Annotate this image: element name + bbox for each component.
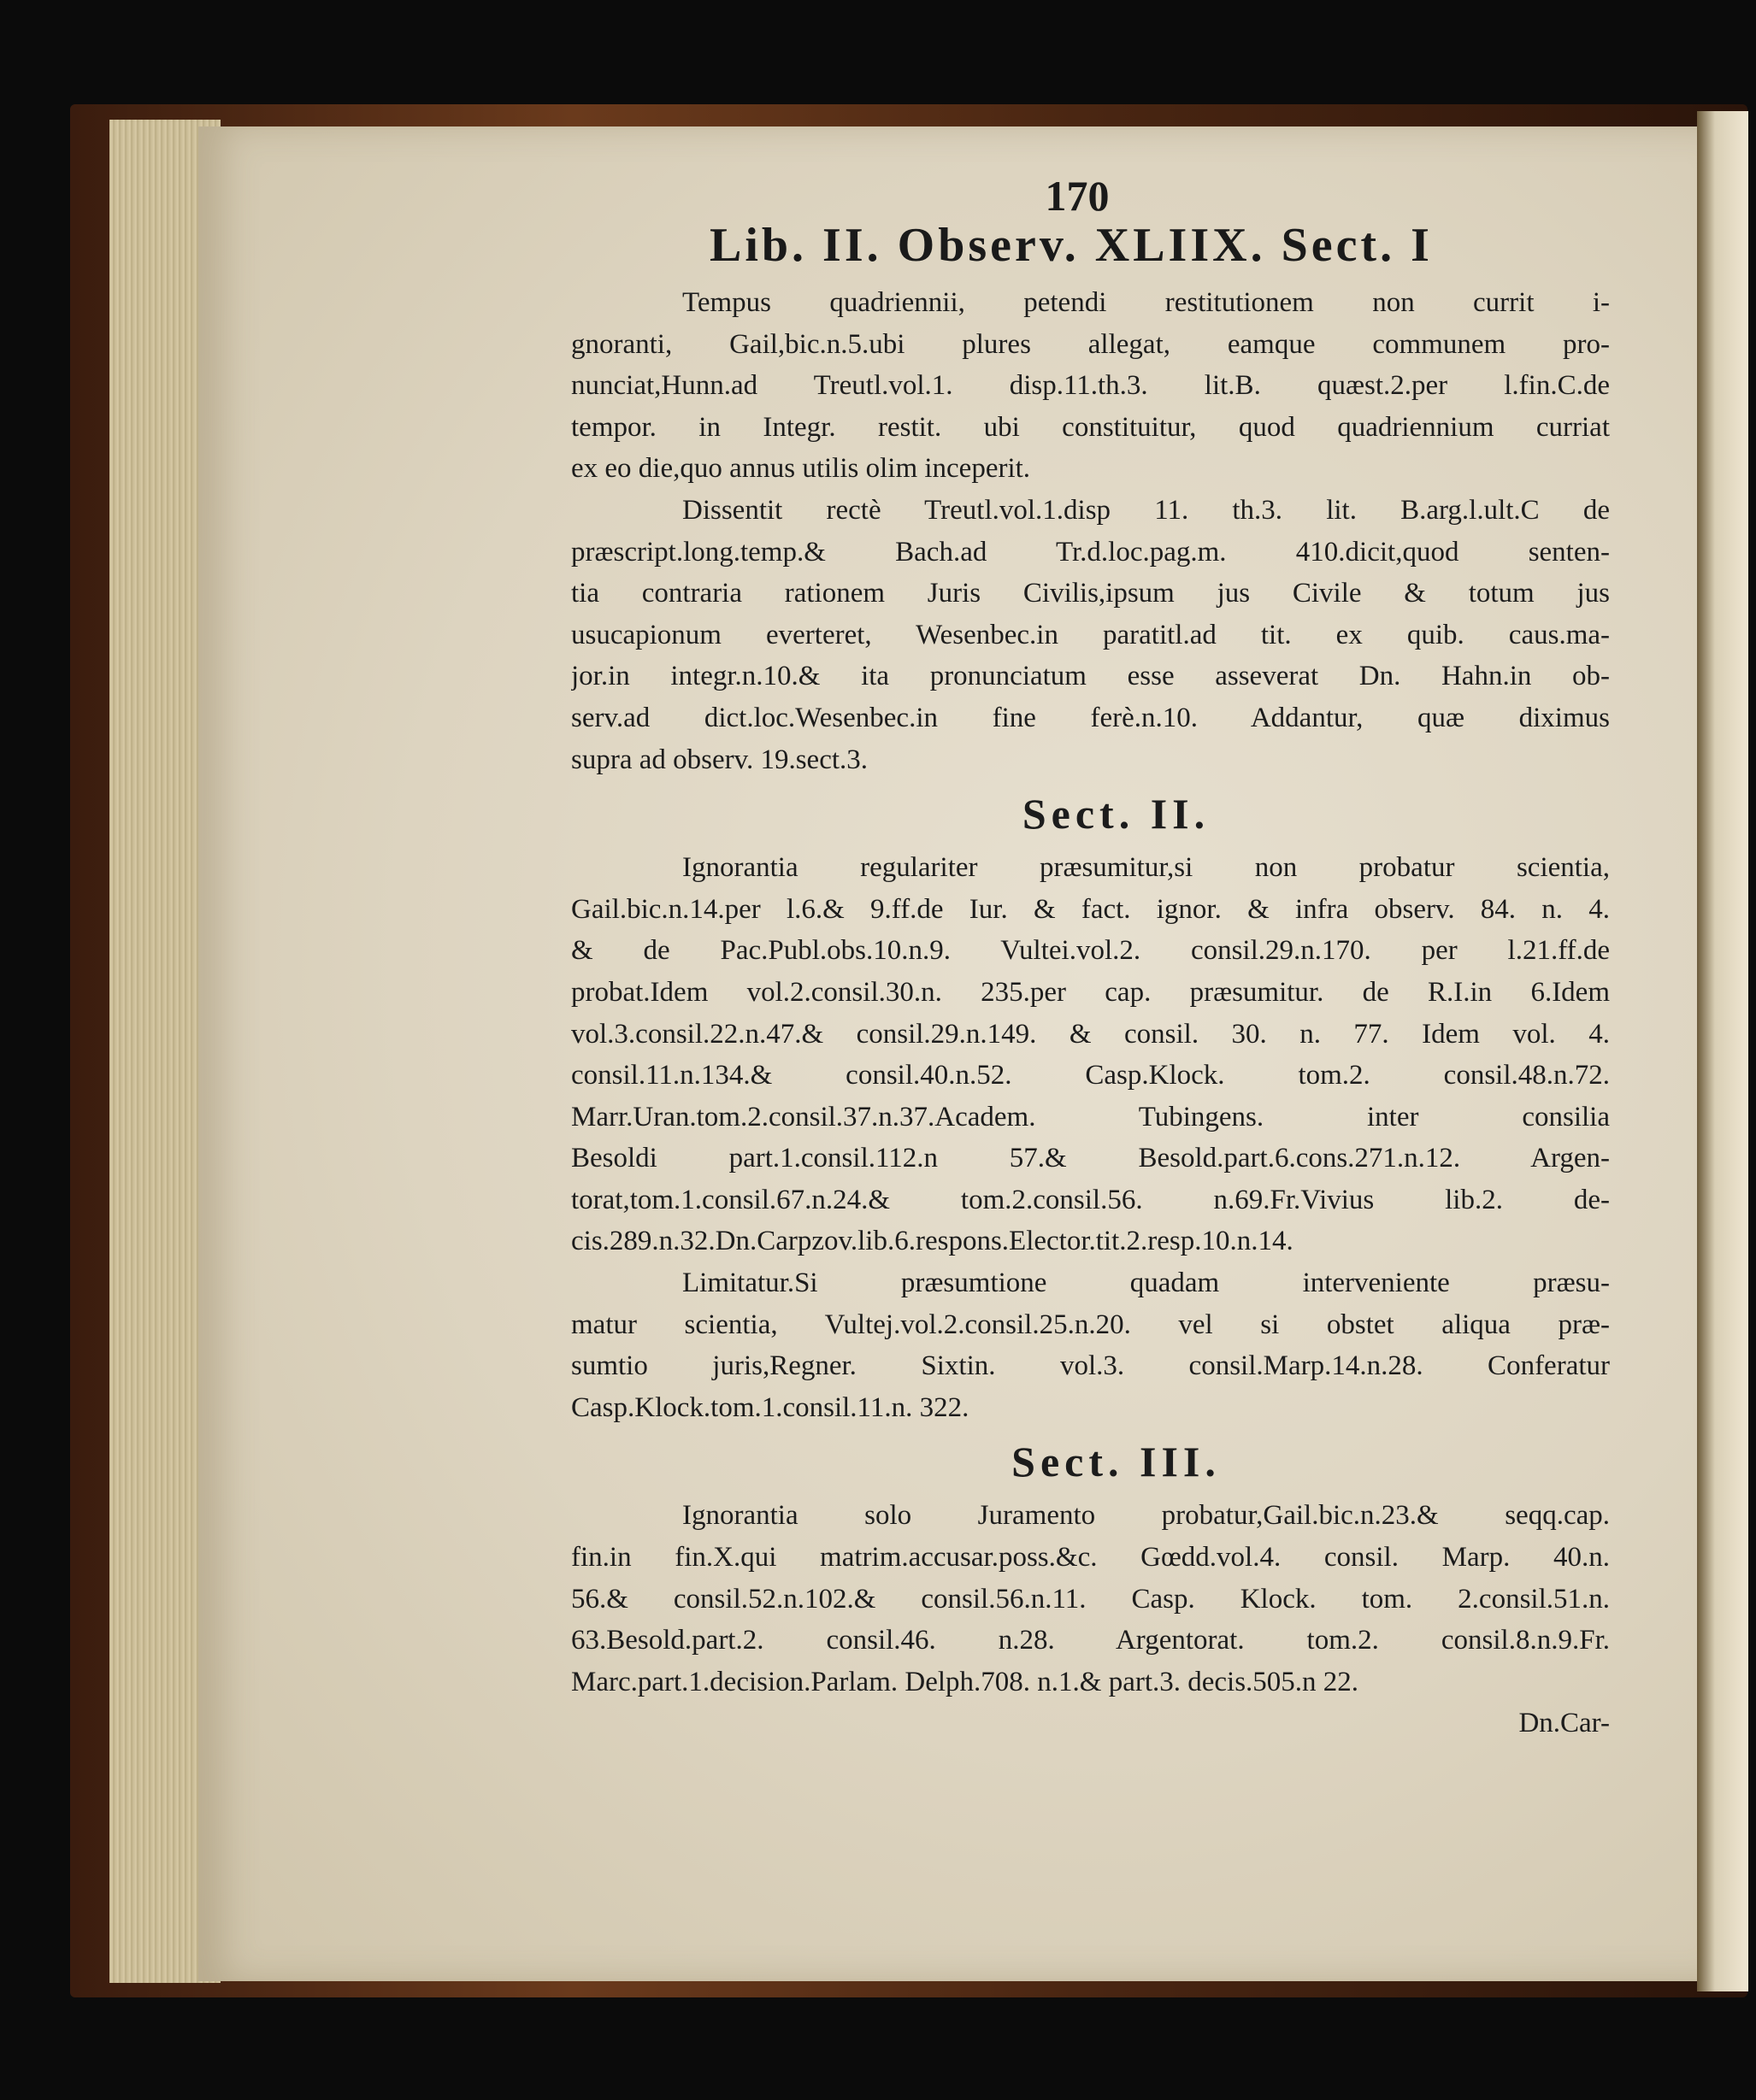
text-line: consil.11.n.134.& consil.40.n.52. Casp.Klock. tom.2. consil.48.n.72.	[571, 1060, 1610, 1091]
text-line: cis.289.n.32.Dn.Carpzov.lib.6.respons.Elector.tit.2.resp.10.n.14.	[571, 1226, 1293, 1257]
text-line: 56.& consil.52.n.102.& consil.56.n.11. Casp. Klock. tom. 2.consil.51.n.	[571, 1583, 1610, 1615]
text-line: Besoldi part.1.consil.112.n 57.& Besold.part.6.cons.271.n.12. Argen-	[571, 1143, 1610, 1174]
text-line: usucapionum everteret, Wesenbec.in paratitl.ad tit. ex quib. caus.ma-	[571, 619, 1610, 650]
text-line: torat,tom.1.consil.67.n.24.& tom.2.consil.56. n.69.Fr.Vivius lib.2. de-	[571, 1184, 1610, 1215]
text-line: sumtio juris,Regner. Sixtin. vol.3. consil.Marp.14.n.28. Conferatur	[571, 1350, 1610, 1382]
text-line: 63.Besold.part.2. consil.46. n.28. Argentorat. tom.2. consil.8.n.9.Fr.	[571, 1625, 1610, 1656]
catchword: Dn.Car-	[1518, 1708, 1610, 1739]
text-line: nunciat,Hunn.ad Treutl.vol.1. disp.11.th.3. lit.B. quæst.2.per l.fin.C.de	[571, 370, 1610, 402]
text-line: Gail.bic.n.14.per l.6.& 9.ff.de Iur. & fact. ignor. & infra observ. 84. n. 4.	[571, 893, 1610, 925]
text-line: vol.3.consil.22.n.47.& consil.29.n.149. & consil. 30. n. 77. Idem vol. 4.	[571, 1018, 1610, 1050]
text-line: Limitatur.Si præsumtione quadam interveniente præsu-	[682, 1268, 1610, 1299]
text-line: Ignorantia solo Juramento probatur,Gail.bic.n.23.& seqq.cap.	[682, 1500, 1610, 1532]
text-line: Marr.Uran.tom.2.consil.37.n.37.Academ. Tubingens. inter consilia	[571, 1101, 1610, 1132]
text-line: Ignorantia regulariter præsumitur,si non probatur scientia,	[682, 852, 1610, 884]
text-block	[571, 282, 1610, 1744]
paragraph-1	[571, 282, 1610, 490]
text-line: matur scientia, Vultej.vol.2.consil.25.n.20. vel si obstet aliqua præ-	[571, 1309, 1610, 1340]
text-line: Dissentit rectè Treutl.vol.1.disp 11. th.3. lit. B.arg.l.ult.C de	[682, 494, 1610, 526]
text-line: tempor. in Integr. restit. ubi constituitur, quod quadriennium curriat	[571, 411, 1610, 443]
text-line: Tempus quadriennii, petendi restitutionem non currit i-	[682, 287, 1610, 318]
paragraph-2	[571, 490, 1610, 780]
running-head: Lib. II. Observ. XLIIX. Sect. I	[710, 219, 1433, 272]
text-line: Casp.Klock.tom.1.consil.11.n. 322.	[571, 1391, 969, 1423]
section-heading-2: Sect. II.	[1022, 790, 1211, 838]
paragraph-3	[571, 847, 1610, 1262]
text-line: jor.in integr.n.10.& ita pronunciatum esse asseverat Dn. Hahn.in ob-	[571, 661, 1610, 692]
text-line: serv.ad dict.loc.Wesenbec.in fine ferè.n.10. Addantur, quæ diximus	[571, 702, 1610, 733]
facing-page-edge	[1697, 111, 1748, 1991]
paragraph-4	[571, 1262, 1610, 1428]
paragraph-5	[571, 1495, 1610, 1703]
text-line: tia contraria rationem Juris Civilis,ipsum jus Civile & totum jus	[571, 578, 1610, 609]
text-line: gnoranti, Gail,bic.n.5.ubi plures allegat, eamque communem pro-	[571, 328, 1610, 360]
text-line: fin.in fin.X.qui matrim.accusar.poss.&c. Gœdd.vol.4. consil. Marp. 40.n.	[571, 1542, 1610, 1574]
text-line: & de Pac.Publ.obs.10.n.9. Vultei.vol.2. consil.29.n.170. per l.21.ff.de	[571, 935, 1610, 967]
text-line: præscript.long.temp.& Bach.ad Tr.d.loc.pag.m. 410.dicit,quod senten-	[571, 536, 1610, 568]
text-line: Marc.part.1.decision.Parlam. Delph.708. n.1.& part.3. decis.505.n 22.	[571, 1666, 1359, 1697]
text-line: probat.Idem vol.2.consil.30.n. 235.per cap. præsumitur. de R.I.in 6.Idem	[571, 976, 1610, 1008]
text-line: supra ad observ. 19.sect.3.	[571, 744, 869, 775]
text-line: ex eo die,quo annus utilis olim inceperit.	[571, 453, 1031, 485]
section-heading-3: Sect. III.	[1011, 1438, 1221, 1486]
page-number: 170	[1045, 172, 1110, 220]
